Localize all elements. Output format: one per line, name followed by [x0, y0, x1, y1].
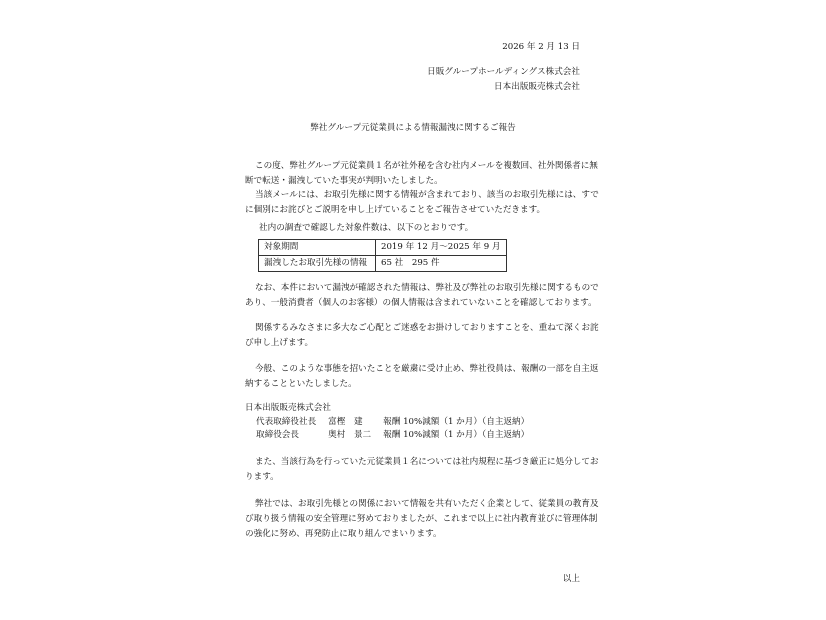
officer-name: 富樫 建: [328, 417, 363, 427]
paragraph-line: ります。: [245, 472, 279, 482]
paragraph-line: に個別にお詫びとご説明を申し上げていることをご報告させていただきます。: [245, 205, 546, 215]
officer-row: [256, 416, 541, 429]
paragraph-line: なお、本件において漏洩が確認された情報は、弊社及び弊社のお取引先様に関するもので: [255, 283, 599, 293]
document-date: 2026 年 2 月 13 日: [502, 42, 580, 52]
paragraph-line: 弊社では、お取引先様との関係において情報を共有いただく企業として、従業員の教育及: [255, 499, 599, 509]
officer-row: [256, 429, 541, 442]
paragraph-line: また、当該行為を行っていた元従業員１名については社内規程に基づき厳正に処分してお: [255, 457, 599, 467]
paragraph-line: 当該メールには、お取引先様に関する情報が含まれており、該当のお取引先様には、すで: [255, 190, 599, 200]
paragraph-line: 納することといたしました。: [245, 379, 357, 389]
table-cell: 対象期間: [259, 240, 376, 256]
officer-name: 奥村 景二: [328, 430, 372, 440]
paragraph-line: この度、弊社グループ元従業員１名が社外秘を含む社内メールを複数回、社外関係者に無: [255, 161, 598, 171]
paragraph-line: び取り扱う情報の安全管理に努めておりましたが、これまで以上に社内教育並びに管理体制: [245, 514, 598, 524]
paragraph-line: 社内の調査で確認した対象件数は、以下のとおりです。: [259, 223, 474, 233]
paragraph-line: 断で転送・漏洩していた事実が判明いたしました。: [245, 176, 443, 186]
paragraph-line: び申し上げます。: [245, 338, 314, 348]
issuer-holdings: 日販グループホールディングス株式会社: [427, 67, 580, 77]
officer-title: 取締役会長: [256, 430, 299, 440]
paragraph-line: 今般、このような事態を招いたことを厳粛に受け止め、弊社役員は、報酬の一部を自主返: [255, 364, 599, 374]
officers-company: 日本出版販売株式会社: [245, 403, 331, 413]
officer-title: 代表取締役社長: [256, 417, 317, 427]
table-row: [259, 240, 507, 256]
table-row: [259, 256, 507, 272]
closing-mark: 以上: [562, 574, 580, 584]
table-cell: 2019 年 12 月～2025 年 9 月: [376, 240, 507, 256]
table-cell: 漏洩したお取引先様の情報: [259, 256, 376, 272]
paragraph-line: 関係するみなさまに多大なご心配とご迷惑をお掛けしておりますことを、重ねて深くお詫: [255, 323, 599, 333]
issuer-nippan: 日本出版販売株式会社: [494, 82, 580, 92]
table-cell: 65 社 295 件: [376, 256, 507, 272]
paragraph-line: の強化に努め、再発防止に取り組んでまいります。: [245, 529, 442, 539]
officer-action: 報酬 10%減額（1 か月）（自主返納）: [383, 417, 530, 427]
document-title: 弊社グループ元従業員による情報漏洩に関するご報告: [310, 123, 516, 133]
paragraph-line: あり、一般消費者（個人のお客様）の個人情報は含まれていないことを確認しております。: [245, 298, 597, 308]
leak-summary-table: [258, 239, 507, 272]
officers-table: [256, 416, 541, 442]
officer-action: 報酬 10%減額（1 か月）（自主返納）: [383, 430, 530, 440]
